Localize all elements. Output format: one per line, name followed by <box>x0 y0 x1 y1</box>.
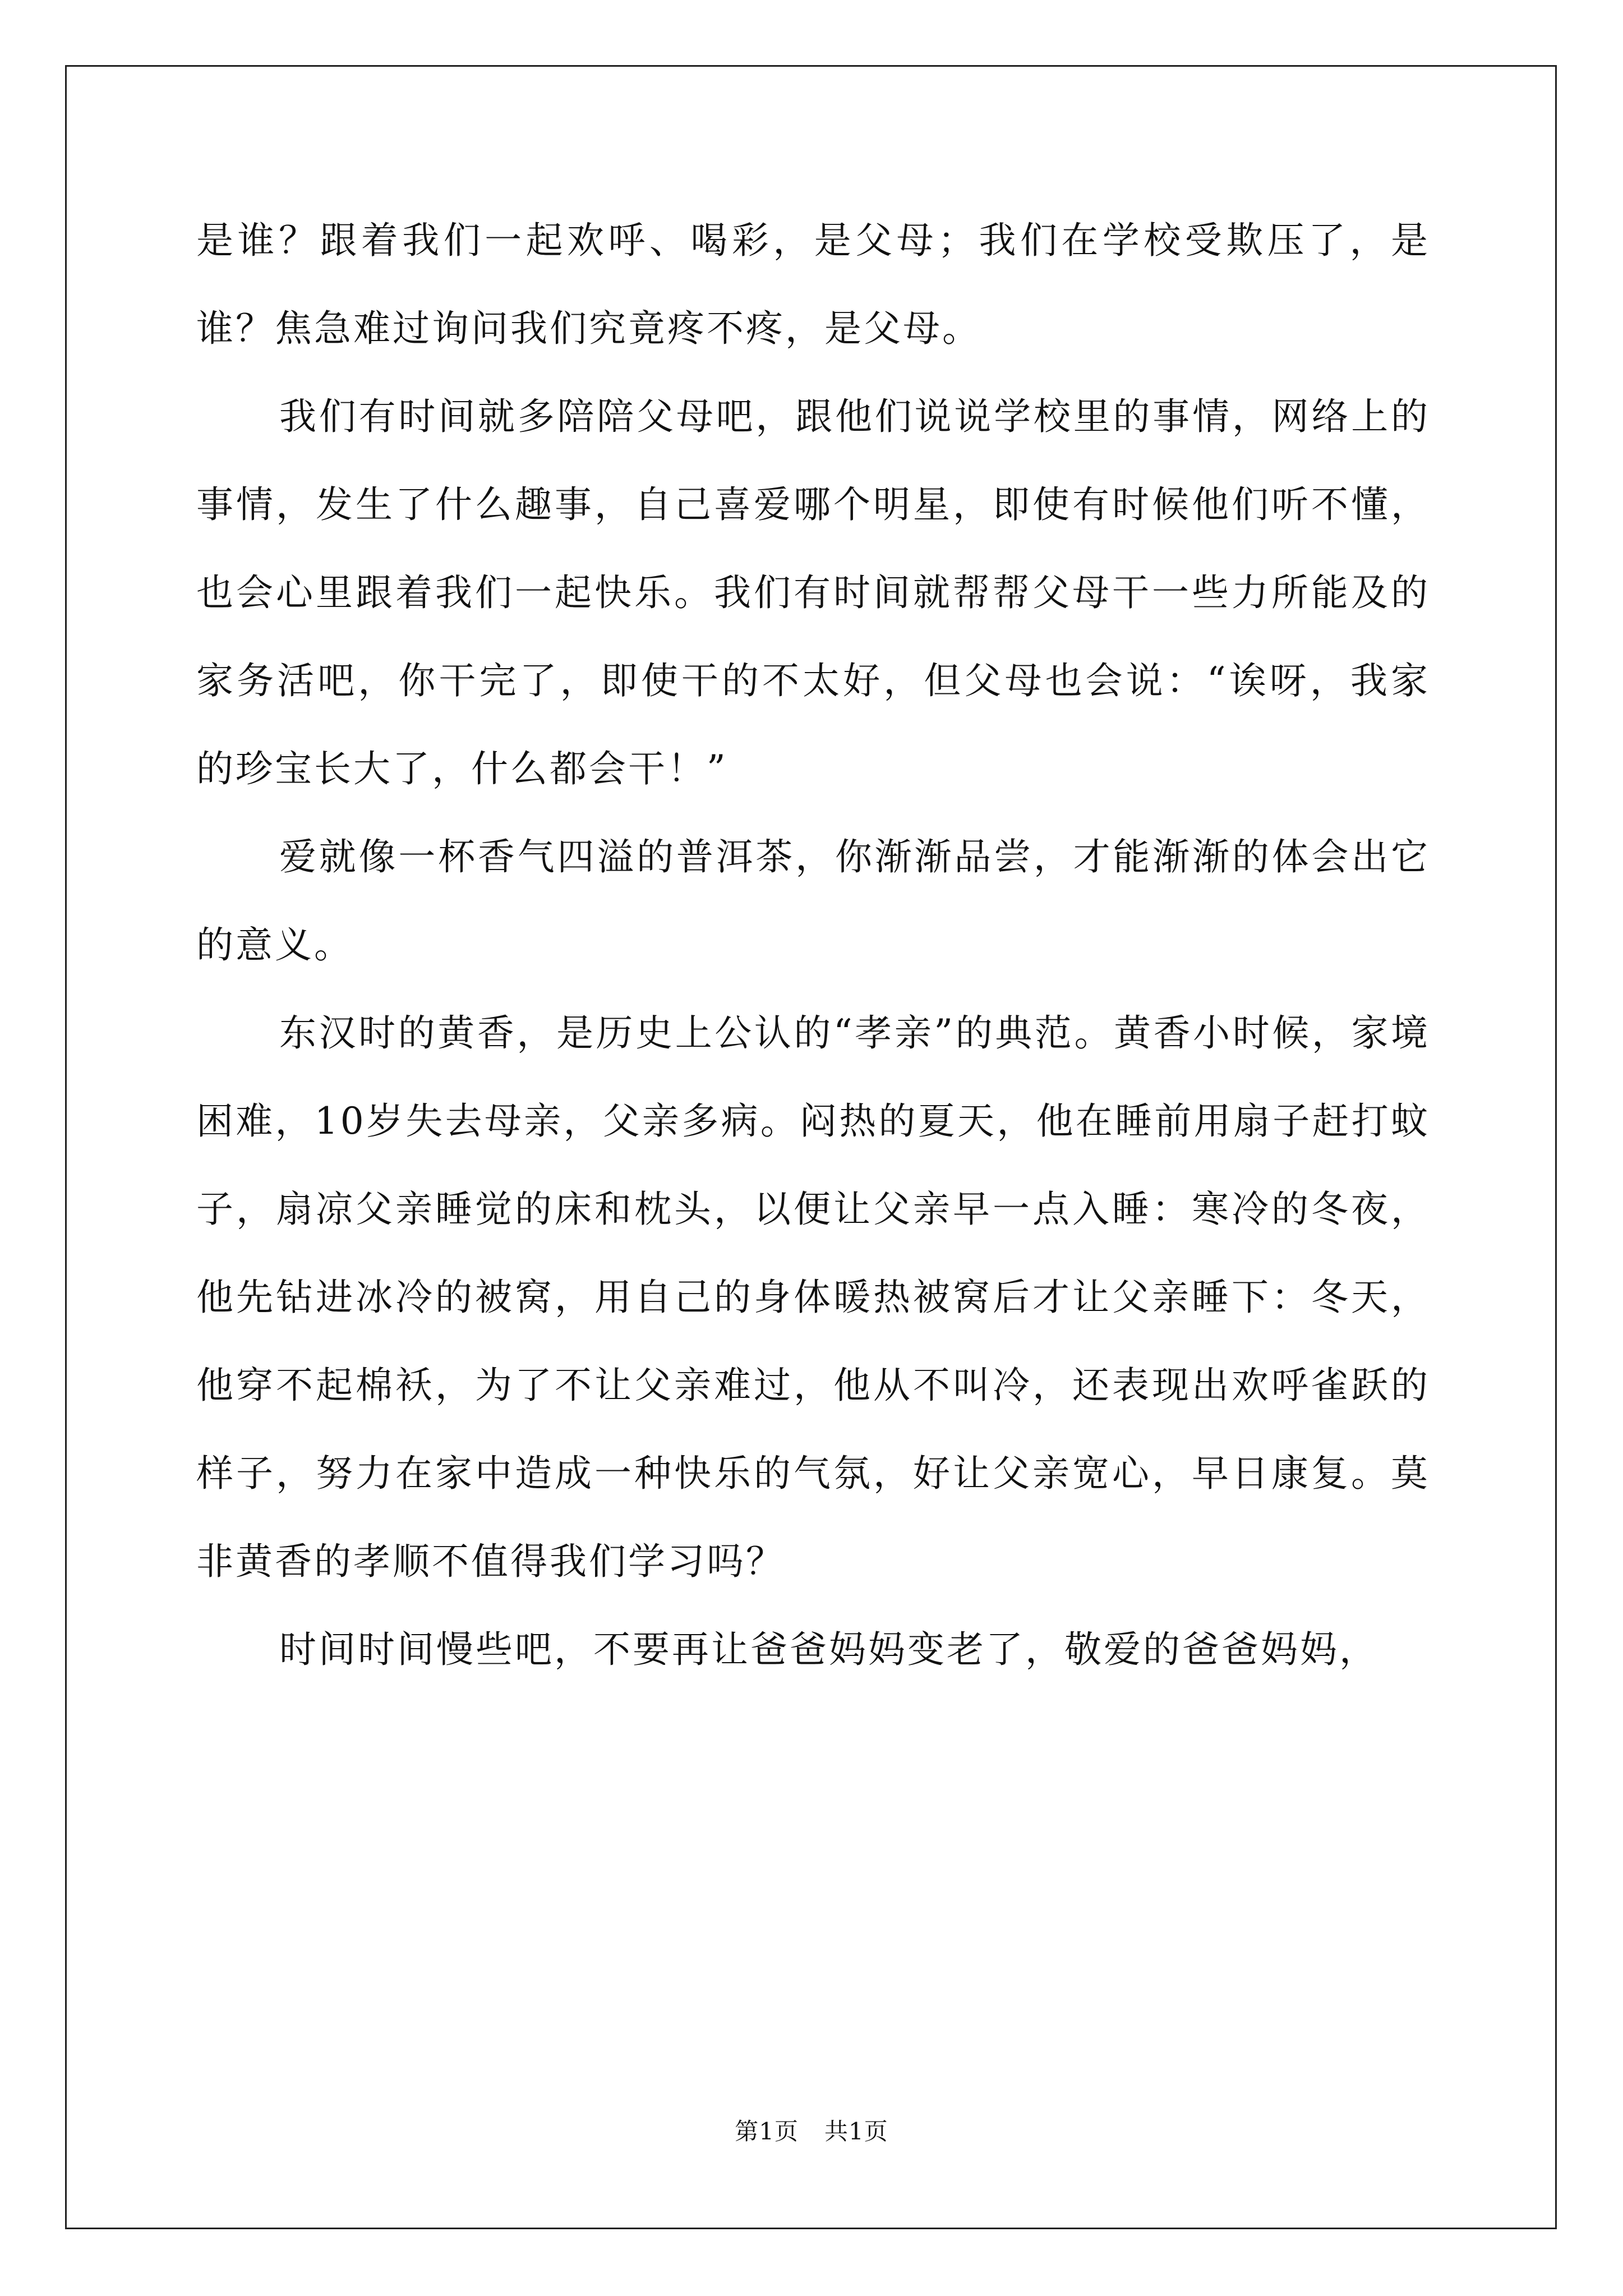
page-footer <box>0 2115 1623 2148</box>
document-body <box>196 196 1430 1694</box>
page-number: 第1页 <box>735 2118 799 2145</box>
paragraph: 爱就像一杯香气四溢的普洱茶，你渐渐品尝，才能渐渐的体会出它的意义。 <box>196 835 1430 967</box>
paragraph: 时间时间慢些吧，不要再让爸爸妈妈变老了，敬爱的爸爸妈妈， <box>279 1628 1378 1671</box>
paragraph: 我们有时间就多陪陪父母吧，跟他们说说学校里的事情，网络上的事情，发生了什么趣事，自己喜爱哪个明星，即使有时候他们听不懂，也会心里跟着我们一起快乐。我们有时间就帮帮父母干一些力所能及的家务活吧，你干完了，即使干的不太好，但父母也会说：“诶呀，我家的珍宝长大了，什么都会干！” <box>196 395 1430 790</box>
page-total: 共1页 <box>824 2118 888 2145</box>
paragraph: 东汉时的黄香，是历史上公认的“孝亲”的典范。黄香小时候，家境困难，10岁失去母亲，父亲多病。闷热的夏天，他在睡前用扇子赶打蚊子，扇凉父亲睡觉的床和枕头，以便让父亲早一点入睡：寒冷的冬夜，他先钻进冰冷的被窝，用自己的身体暖热被窝后才让父亲睡下：冬天，他穿不起棉袄，为了不让父亲难过，他从不叫冷，还表现出欢呼雀跃的样子，努力在家中造成一种快乐的气氛，好让父亲宽心，早日康复。莫非黄香的孝顺不值得我们学习吗？ <box>196 1011 1430 1583</box>
paragraph: 是谁？跟着我们一起欢呼、喝彩，是父母；我们在学校受欺压了，是谁？焦急难过询问我们究竟疼不疼，是父母。 <box>196 219 1430 350</box>
